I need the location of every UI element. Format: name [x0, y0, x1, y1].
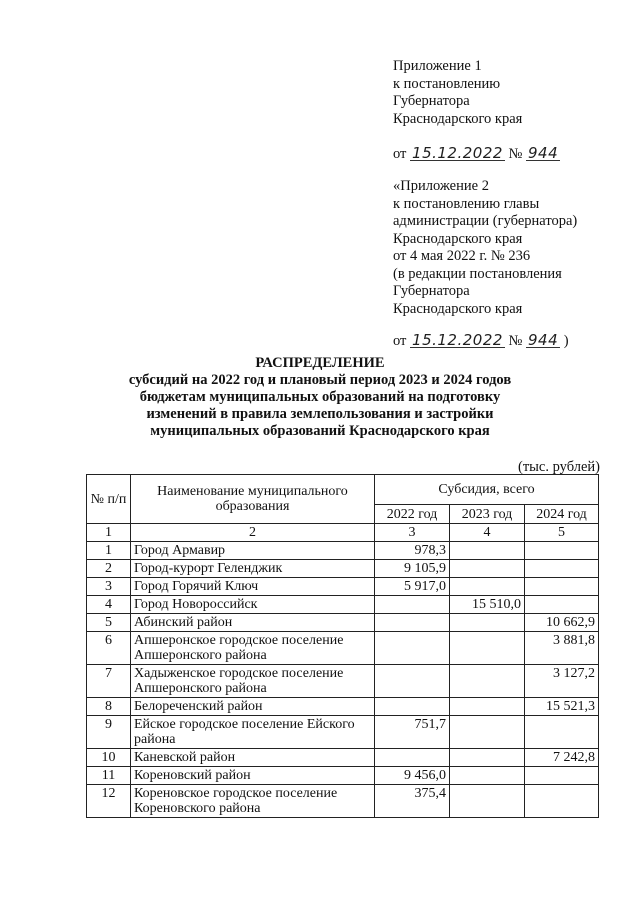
table-row [87, 665, 599, 698]
cell-y2023 [450, 665, 525, 698]
cell-y2024: 3 881,8 [525, 632, 599, 665]
cell-y2022 [375, 749, 450, 767]
cell-y2022 [375, 596, 450, 614]
appendix2-line: Губернатора [393, 283, 470, 299]
handwritten-number: 944 [528, 144, 559, 162]
cell-name: Хадыженское городское поселение Апшеронского района [131, 665, 375, 698]
table-row [87, 578, 599, 596]
table-row [87, 716, 599, 749]
closing-bracket: ) [563, 333, 569, 349]
title-line: бюджетам муниципальных образований на подготовку [139, 389, 501, 405]
header-name: Наименование муниципального образования [131, 475, 375, 524]
appendix2-date-row [393, 333, 577, 351]
appendix1-line: Краснодарского края [393, 110, 523, 127]
cell-n: 9 [87, 716, 131, 749]
cell-n: 8 [87, 698, 131, 716]
appendix1-date-row [393, 146, 560, 164]
cell-n: 2 [87, 560, 131, 578]
cell-n: 6 [87, 632, 131, 665]
cell-y2024 [525, 542, 599, 560]
appendix2-block [393, 178, 577, 351]
cell-name: Город Новороссийск [131, 596, 375, 614]
cell-name: Город-курорт Геленджик [131, 560, 375, 578]
cell-y2024: 3 127,2 [525, 665, 599, 698]
cell-n: 1 [87, 542, 131, 560]
cell-y2022: 751,7 [375, 716, 450, 749]
index-cell: 2 [131, 524, 375, 542]
table-body [87, 542, 599, 818]
cell-y2023 [450, 749, 525, 767]
from-label: от [393, 333, 407, 349]
number-label: № [508, 146, 523, 162]
number-label: № [508, 333, 523, 349]
cell-y2022 [375, 698, 450, 716]
cell-y2022: 9 456,0 [375, 767, 450, 785]
cell-y2022: 375,4 [375, 785, 450, 818]
appendix2-line: (в редакции постановления [393, 265, 562, 282]
index-cell: 3 [375, 524, 450, 542]
cell-name: Город Горячий Ключ [131, 578, 375, 596]
index-cell: 1 [87, 524, 131, 542]
table-row [87, 596, 599, 614]
table-row [87, 767, 599, 785]
cell-y2024 [525, 578, 599, 596]
cell-name: Город Армавир [131, 542, 375, 560]
index-cell: 4 [450, 524, 525, 542]
cell-y2024 [525, 716, 599, 749]
cell-y2024 [525, 785, 599, 818]
cell-n: 3 [87, 578, 131, 596]
table-row [87, 698, 599, 716]
from-label: от [393, 146, 407, 162]
cell-n: 10 [87, 749, 131, 767]
cell-n: 11 [87, 767, 131, 785]
table-row [87, 614, 599, 632]
appendix2-line: администрации (губернатора) [393, 213, 578, 229]
cell-y2023 [450, 767, 525, 785]
appendix1-line: Губернатора [393, 93, 470, 109]
cell-name: Каневской район [131, 749, 375, 767]
appendix1-line: Приложение 1 [393, 58, 482, 74]
appendix2-line: «Приложение 2 [393, 178, 489, 194]
index-cell: 5 [525, 524, 599, 542]
handwritten-date: 15.12.2022 [412, 144, 503, 162]
cell-y2024 [525, 596, 599, 614]
table-row [87, 632, 599, 665]
handwritten-date: 15.12.2022 [412, 331, 503, 349]
cell-y2023: 15 510,0 [450, 596, 525, 614]
table-row [87, 542, 599, 560]
cell-name: Абинский район [131, 614, 375, 632]
appendix1-block [393, 58, 560, 164]
cell-y2023 [450, 542, 525, 560]
title-line: муниципальных образований Краснодарского края [150, 423, 490, 439]
cell-name: Ейское городское поселение Ейского района [131, 716, 375, 749]
appendix2-line: Краснодарского края [393, 230, 523, 247]
cell-y2024: 7 242,8 [525, 749, 599, 767]
cell-y2023 [450, 578, 525, 596]
cell-y2022 [375, 614, 450, 632]
cell-name: Кореновский район [131, 767, 375, 785]
document-title [95, 355, 545, 440]
header-2022: 2022 год [375, 505, 450, 524]
title-line: изменений в правила землепользования и застройки [146, 406, 494, 422]
units-label: (тыс. рублей) [518, 459, 600, 475]
cell-name: Апшеронское городское поселение Апшеронского района [131, 632, 375, 665]
cell-n: 7 [87, 665, 131, 698]
table-row [87, 785, 599, 818]
appendix2-line: Краснодарского края [393, 300, 523, 317]
table-row [87, 749, 599, 767]
cell-y2022: 9 105,9 [375, 560, 450, 578]
cell-y2024: 15 521,3 [525, 698, 599, 716]
appendix2-line: от 4 мая 2022 г. № 236 [393, 248, 531, 264]
cell-y2023 [450, 632, 525, 665]
cell-y2023 [450, 785, 525, 818]
table-row [87, 560, 599, 578]
cell-y2022 [375, 665, 450, 698]
header-2023: 2023 год [450, 505, 525, 524]
cell-y2022 [375, 632, 450, 665]
cell-y2023 [450, 560, 525, 578]
appendix1-line: к постановлению [393, 75, 501, 92]
cell-n: 4 [87, 596, 131, 614]
subsidy-table [86, 474, 599, 818]
title-line: РАСПРЕДЕЛЕНИЕ [255, 355, 385, 371]
title-line: субсидий на 2022 год и плановый период 2023 и 2024 годов [128, 372, 512, 388]
appendix2-line: к постановлению главы [393, 195, 540, 212]
cell-y2023 [450, 614, 525, 632]
cell-name: Кореновское городское поселение Кореновского района [131, 785, 375, 818]
cell-name: Белореченский район [131, 698, 375, 716]
header-subsidy: Субсидия, всего [375, 475, 599, 505]
cell-y2023 [450, 698, 525, 716]
cell-y2024 [525, 767, 599, 785]
cell-y2024 [525, 560, 599, 578]
cell-n: 5 [87, 614, 131, 632]
cell-n: 12 [87, 785, 131, 818]
cell-y2022: 5 917,0 [375, 578, 450, 596]
header-2024: 2024 год [525, 505, 599, 524]
cell-y2024: 10 662,9 [525, 614, 599, 632]
cell-y2022: 978,3 [375, 542, 450, 560]
cell-y2023 [450, 716, 525, 749]
header-num: № п/п [87, 475, 131, 524]
handwritten-number: 944 [528, 331, 559, 349]
